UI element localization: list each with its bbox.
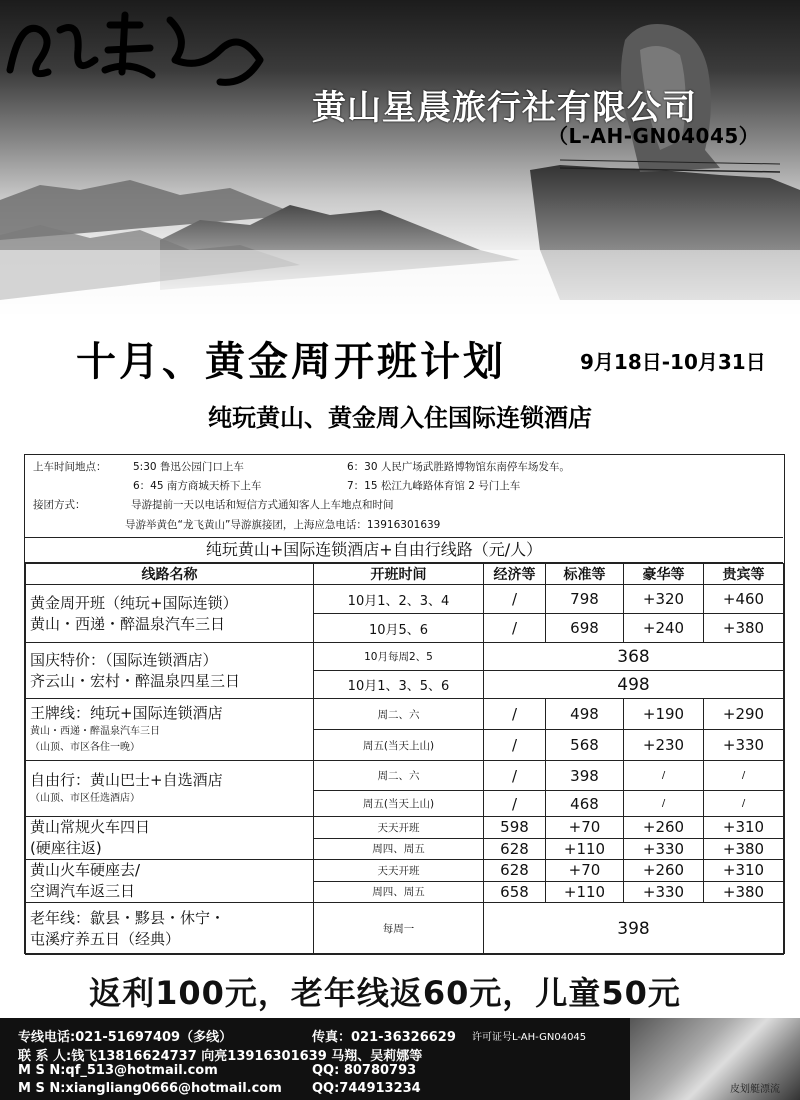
route-name-line: 屯溪疗养五日（经典） [30, 929, 181, 948]
price-cell: / [704, 761, 784, 791]
route-name [26, 903, 314, 955]
permit-number: 许可证号L-AH-GN04045 [472, 1032, 587, 1043]
pickup-item: 6：30 人民广场武胜路博物馆东南停车场发车。 [347, 461, 570, 473]
price-cell: +330 [624, 838, 704, 860]
fax: 传真：021-36326629 [312, 1030, 456, 1045]
route-name-line: 老年线：歙县・黟县・休宁・ [30, 908, 226, 927]
price-cell: 658 [484, 881, 546, 903]
header-deluxe: 豪华等 [624, 564, 704, 585]
date-range: 9月18日-10月31日 [580, 350, 766, 374]
price-cell: / [484, 614, 546, 643]
price-cell: +330 [704, 730, 784, 761]
price-cell: +380 [704, 838, 784, 860]
price-cell: 598 [484, 817, 546, 839]
pickup-item: 6：45 南方商城天桥下上车 [133, 480, 262, 492]
header-time: 开班时间 [314, 564, 484, 585]
route-name-line: 空调汽车返三日 [30, 882, 136, 900]
contacts: 联 系 人:钱飞13816624737 向亮13916301639 马翔、吴莉娜等 [18, 1049, 423, 1064]
table-row [26, 585, 784, 614]
departure-time: 10月5、6 [314, 614, 484, 643]
price-cell: 568 [546, 730, 624, 761]
price-cell: +290 [704, 699, 784, 730]
pickup-item: 5:30 鲁迅公园门口上车 [133, 461, 244, 473]
route-name-line: 黄山常规火车四日 [30, 818, 151, 836]
pickup-info [25, 455, 783, 537]
price-cell: / [484, 761, 546, 791]
price-cell: +110 [546, 838, 624, 860]
route-name-line: 王牌线：纯玩+国际连锁酒店 [30, 704, 223, 722]
page-subtitle: 纯玩黄山、黄金周入住国际连锁酒店 [208, 404, 592, 432]
route-name-line: 黄山・西递・醉温泉汽车三日 [30, 614, 226, 633]
msn-2: M S N:xiangliang0666@hotmail.com [18, 1081, 282, 1096]
rebate-banner: 返利100元，老年线返60元，儿童50元 [89, 974, 681, 1012]
table-row [26, 699, 784, 730]
table-row [26, 817, 784, 839]
route-name-line: 国庆特价：（国际连锁酒店） [30, 650, 218, 669]
price-cell: 698 [546, 614, 624, 643]
table-row [26, 761, 784, 791]
price-cell: 498 [546, 699, 624, 730]
price-cell: +320 [624, 585, 704, 614]
price-cell: +310 [704, 860, 784, 882]
route-name-line: 黄山・西递・醉温泉汽车三日 [30, 726, 160, 737]
price-cell: +380 [704, 881, 784, 903]
price-cell: +310 [704, 817, 784, 839]
table-row [26, 903, 784, 955]
price-cell: 798 [546, 585, 624, 614]
pickup-item: 7：15 松江九峰路体育馆 2 号门上车 [347, 480, 521, 492]
price-table [25, 563, 784, 955]
price-cell: 368 [484, 643, 784, 671]
departure-time: 周五(当天上山) [314, 791, 484, 817]
qq-2: QQ:744913234 [312, 1081, 421, 1096]
table-row [26, 860, 784, 882]
departure-time: 10月每周2、5 [314, 643, 484, 671]
route-name [26, 585, 314, 643]
price-cell: 498 [484, 671, 784, 699]
route-name [26, 761, 314, 817]
route-name [26, 643, 314, 699]
license-number: （L-AH-GN04045） [548, 124, 760, 148]
qq-1: QQ: 80780793 [312, 1063, 417, 1078]
departure-time: 10月1、3、5、6 [314, 671, 484, 699]
hotline: 专线电话:021-51697409（多线） [18, 1030, 233, 1045]
table-caption: 纯玩黄山+国际连锁酒店+自由行线路（元/人） [25, 537, 783, 563]
departure-time: 周五(当天上山) [314, 730, 484, 761]
departure-time: 周四、周五 [314, 838, 484, 860]
price-cell: +110 [546, 881, 624, 903]
itinerary-box [24, 454, 785, 954]
departure-time: 周二、六 [314, 699, 484, 730]
departure-time: 每周一 [314, 903, 484, 955]
price-cell: 398 [484, 903, 784, 955]
price-cell: / [704, 791, 784, 817]
route-name-line: 黄山火车硬座去/ [30, 861, 141, 879]
dragon-calligraphy-logo [0, 0, 280, 90]
price-cell: +380 [704, 614, 784, 643]
price-cell: +460 [704, 585, 784, 614]
price-cell: +230 [624, 730, 704, 761]
route-name-line: （山顶、市区任选酒店） [30, 793, 140, 804]
price-cell: / [484, 585, 546, 614]
table-row [26, 643, 784, 671]
price-cell: +70 [546, 817, 624, 839]
price-cell: +240 [624, 614, 704, 643]
departure-time: 周二、六 [314, 761, 484, 791]
price-cell: +260 [624, 860, 704, 882]
route-name-line: 黄金周开班（纯玩+国际连锁） [30, 593, 238, 612]
msn-1: M S N:qf_513@hotmail.com [18, 1063, 218, 1078]
route-name-line: (硬座往返) [30, 839, 102, 857]
price-cell: / [624, 791, 704, 817]
price-cell: 468 [546, 791, 624, 817]
route-name [26, 817, 314, 860]
route-name [26, 860, 314, 903]
departure-time: 周四、周五 [314, 881, 484, 903]
pickup-label: 上车时间地点： [33, 461, 107, 473]
route-name-line: （山顶、市区各住一晚） [30, 742, 140, 753]
meet-item: 导游举黄色“龙飞黄山”导游旗接团，上海应急电话：13916301639 [125, 519, 441, 531]
price-cell: +260 [624, 817, 704, 839]
table-header-row [26, 564, 784, 585]
header-route: 线路名称 [26, 564, 314, 585]
photo-credit: 皮划艇漂流 [730, 1084, 780, 1095]
price-cell: +190 [624, 699, 704, 730]
meet-label: 接团方式： [33, 499, 86, 511]
departure-time: 10月1、2、3、4 [314, 585, 484, 614]
meet-item: 导游提前一天以电话和短信方式通知客人上车地点和时间 [131, 499, 394, 511]
page-title: 十月、黄金周开班计划 [76, 339, 506, 385]
contact-footer [0, 1018, 800, 1100]
price-cell: 628 [484, 860, 546, 882]
route-name-line: 齐云山・宏村・醉温泉四星三日 [30, 671, 241, 690]
departure-time: 天天开班 [314, 860, 484, 882]
company-name: 黄山星晨旅行社有限公司 [312, 88, 697, 128]
price-cell: / [484, 730, 546, 761]
header-vip: 贵宾等 [704, 564, 784, 585]
price-cell: +70 [546, 860, 624, 882]
route-name-line: 自由行：黄山巴士+自选酒店 [30, 771, 223, 789]
departure-time: 天天开班 [314, 817, 484, 839]
price-cell: / [484, 791, 546, 817]
header-economy: 经济等 [484, 564, 546, 585]
price-cell: +330 [624, 881, 704, 903]
price-cell: 398 [546, 761, 624, 791]
hero-banner [0, 0, 800, 320]
price-cell: / [624, 761, 704, 791]
route-name [26, 699, 314, 761]
price-cell: 628 [484, 838, 546, 860]
header-standard: 标准等 [546, 564, 624, 585]
price-cell: / [484, 699, 546, 730]
